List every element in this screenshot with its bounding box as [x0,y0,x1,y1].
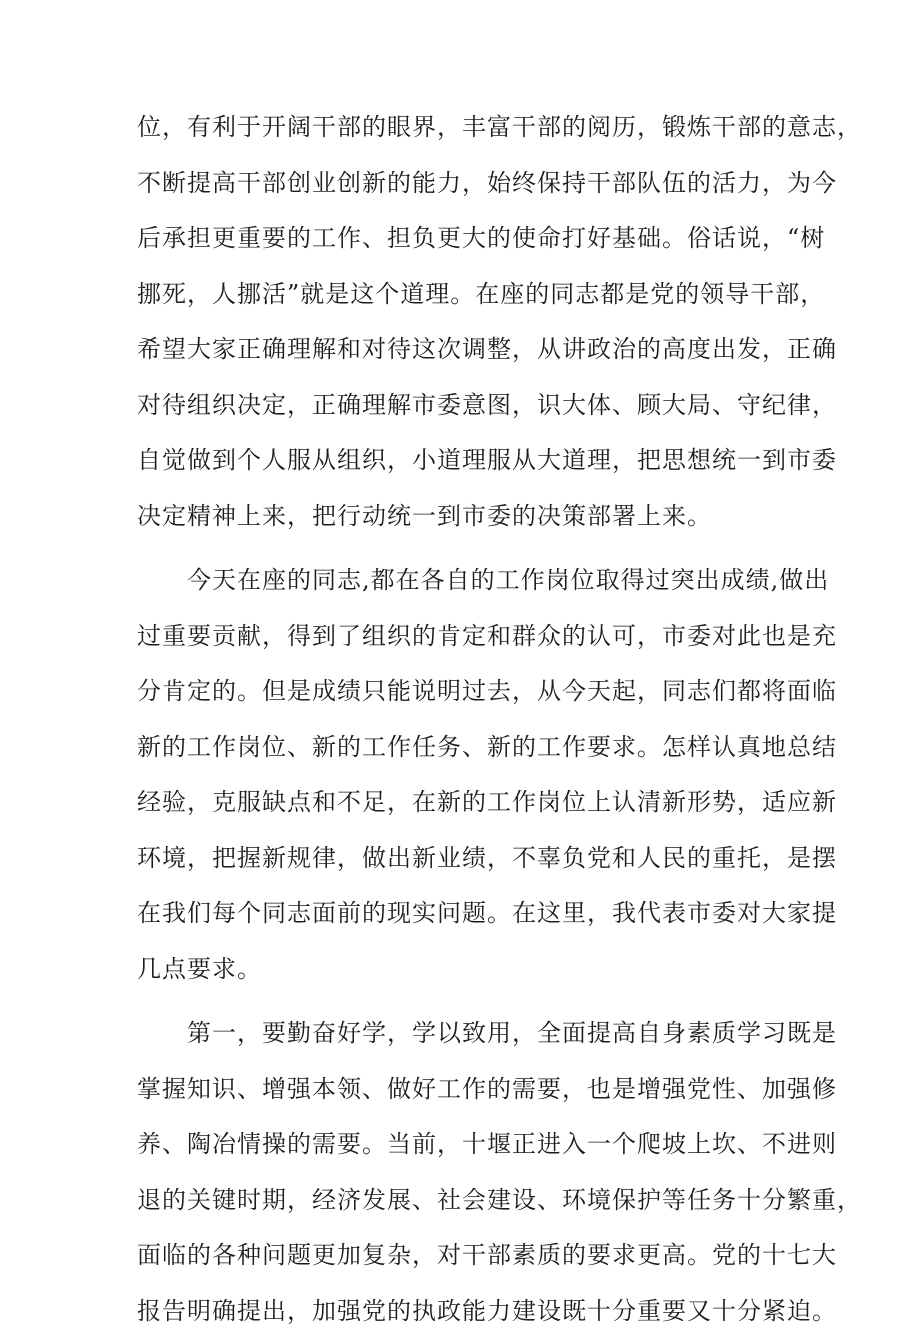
paragraph-line: 不断提高干部创业创新的能力，始终保持干部队伍的活力，为今 [137,156,797,212]
paragraph-line: 过重要贡献，得到了组织的肯定和群众的认可，市委对此也是充 [137,609,797,665]
paragraph-line: 挪死，人挪活”就是这个道理。在座的同志都是党的领导干部， [137,267,797,323]
paragraph-line: 分肯定的。但是成绩只能说明过去，从今天起，同志们都将面临 [137,664,797,720]
paragraph-line: 在我们每个同志面前的现实问题。在这里，我代表市委对大家提 [137,886,797,942]
paragraph-line: 对待组织决定，正确理解市委意图，识大体、顾大局、守纪律， [137,378,797,434]
paragraph-line: 报告明确提出，加强党的执政能力建设既十分重要又十分紧迫。 [137,1284,797,1339]
paragraph-line: 希望大家正确理解和对待这次调整，从讲政治的高度出发，正确 [137,322,797,378]
paragraph-line: 退的关键时期，经济发展、社会建设、环境保护等任务十分繁重， [137,1173,797,1229]
paragraph-line: 环境，把握新规律，做出新业绩，不辜负党和人民的重托，是摆 [137,831,797,887]
paragraph-line: 掌握知识、增强本领、做好工作的需要，也是增强党性、加强修 [137,1062,797,1118]
paragraph-line: 自觉做到个人服从组织，小道理服从大道理，把思想统一到市委 [137,433,797,489]
paragraph-line: 新的工作岗位、新的工作任务、新的工作要求。怎样认真地总结 [137,720,797,776]
paragraph-line: 后承担更重要的工作、担负更大的使命打好基础。俗话说，“树 [137,211,797,267]
paragraph-line: 经验，克服缺点和不足，在新的工作岗位上认清新形势，适应新 [137,775,797,831]
paragraph-line: 面临的各种问题更加复杂，对干部素质的要求更高。党的十七大 [137,1228,797,1284]
body-text [137,100,797,1339]
paragraph-line: 位，有利于开阔干部的眼界，丰富干部的阅历，锻炼干部的意志， [137,100,797,156]
paragraph-line: 第一，要勤奋好学，学以致用，全面提高自身素质学习既是 [137,1006,797,1062]
paragraph-3 [137,1006,797,1339]
paragraph-line: 几点要求。 [137,942,797,998]
paragraph-line: 养、陶冶情操的需要。当前，十堰正进入一个爬坡上坎、不进则 [137,1117,797,1173]
paragraph-line: 决定精神上来，把行动统一到市委的决策部署上来。 [137,489,797,545]
paragraph-2 [137,553,797,997]
paragraph-1 [137,100,797,544]
paragraph-line: 今天在座的同志,都在各自的工作岗位取得过突出成绩,做出 [137,553,797,609]
